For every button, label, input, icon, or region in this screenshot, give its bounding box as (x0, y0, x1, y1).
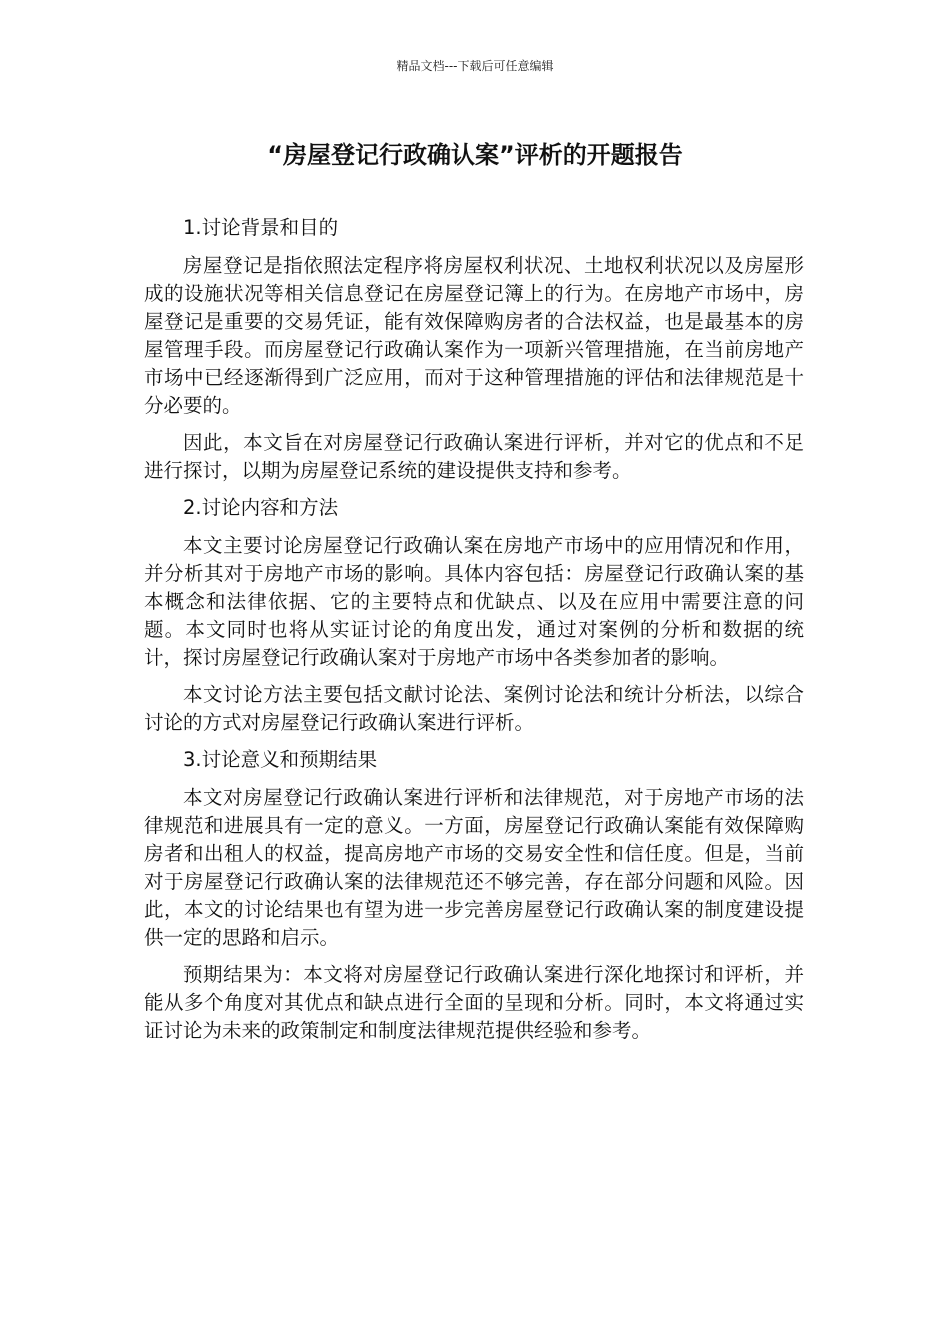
document-body (144, 214, 804, 1054)
section-heading-content-method: 2.讨论内容和方法 (183, 496, 339, 519)
section-heading-significance: 3.讨论意义和预期结果 (183, 748, 378, 771)
page-header: 精品文档---下载后可任意编辑 (396, 59, 554, 73)
paragraph: 本文讨论方法主要包括文献讨论法、案例讨论法和统计分析法，以综合讨论的方式对房屋登记行政确认案进行评析。 (144, 683, 804, 734)
section-heading-background: 1.讨论背景和目的 (183, 216, 339, 239)
paragraph: 因此，本文旨在对房屋登记行政确认案进行评析，并对它的优点和不足进行探讨，以期为房屋登记系统的建设提供支持和参考。 (144, 431, 804, 482)
paragraph: 预期结果为：本文将对房屋登记行政确认案进行深化地探讨和评析，并能从多个角度对其优点和缺点进行全面的呈现和分析。同时，本文将通过实证讨论为未来的政策制定和制度法律规范提供经验和参考。 (144, 963, 804, 1042)
paragraph: 房屋登记是指依照法定程序将房屋权利状况、土地权利状况以及房屋形成的设施状况等相关信息登记在房屋登记簿上的行为。在房地产市场中，房屋登记是重要的交易凭证，能有效保障购房者的合法权益，也是最基本的房屋管理手段。而房屋登记行政确认案作为一项新兴管理措施，在当前房地产市场中已经逐渐得到广泛应用，而对于这种管理措施的评估和法律规范是十分必要的。 (144, 254, 804, 417)
paragraph: 本文主要讨论房屋登记行政确认案在房地产市场中的应用情况和作用，并分析其对于房地产市场的影响。具体内容包括：房屋登记行政确认案的基本概念和法律依据、它的主要特点和优缺点、以及在应用中需要注意的问题。本文同时也将从实证讨论的角度出发，通过对案例的分析和数据的统计，探讨房屋登记行政确认案对于房地产市场中各类参加者的影响。 (144, 534, 804, 669)
paragraph: 本文对房屋登记行政确认案进行评析和法律规范，对于房地产市场的法律规范和进展具有一定的意义。一方面，房屋登记行政确认案能有效保障购房者和出租人的权益，提高房地产市场的交易安全性和信任度。但是，当前对于房屋登记行政确认案的法律规范还不够完善，存在部分问题和风险。因此，本文的讨论结果也有望为进一步完善房屋登记行政确认案的制度建设提供一定的思路和启示。 (144, 786, 804, 949)
document-title: “房屋登记行政确认案”评析的开题报告 (267, 141, 683, 169)
